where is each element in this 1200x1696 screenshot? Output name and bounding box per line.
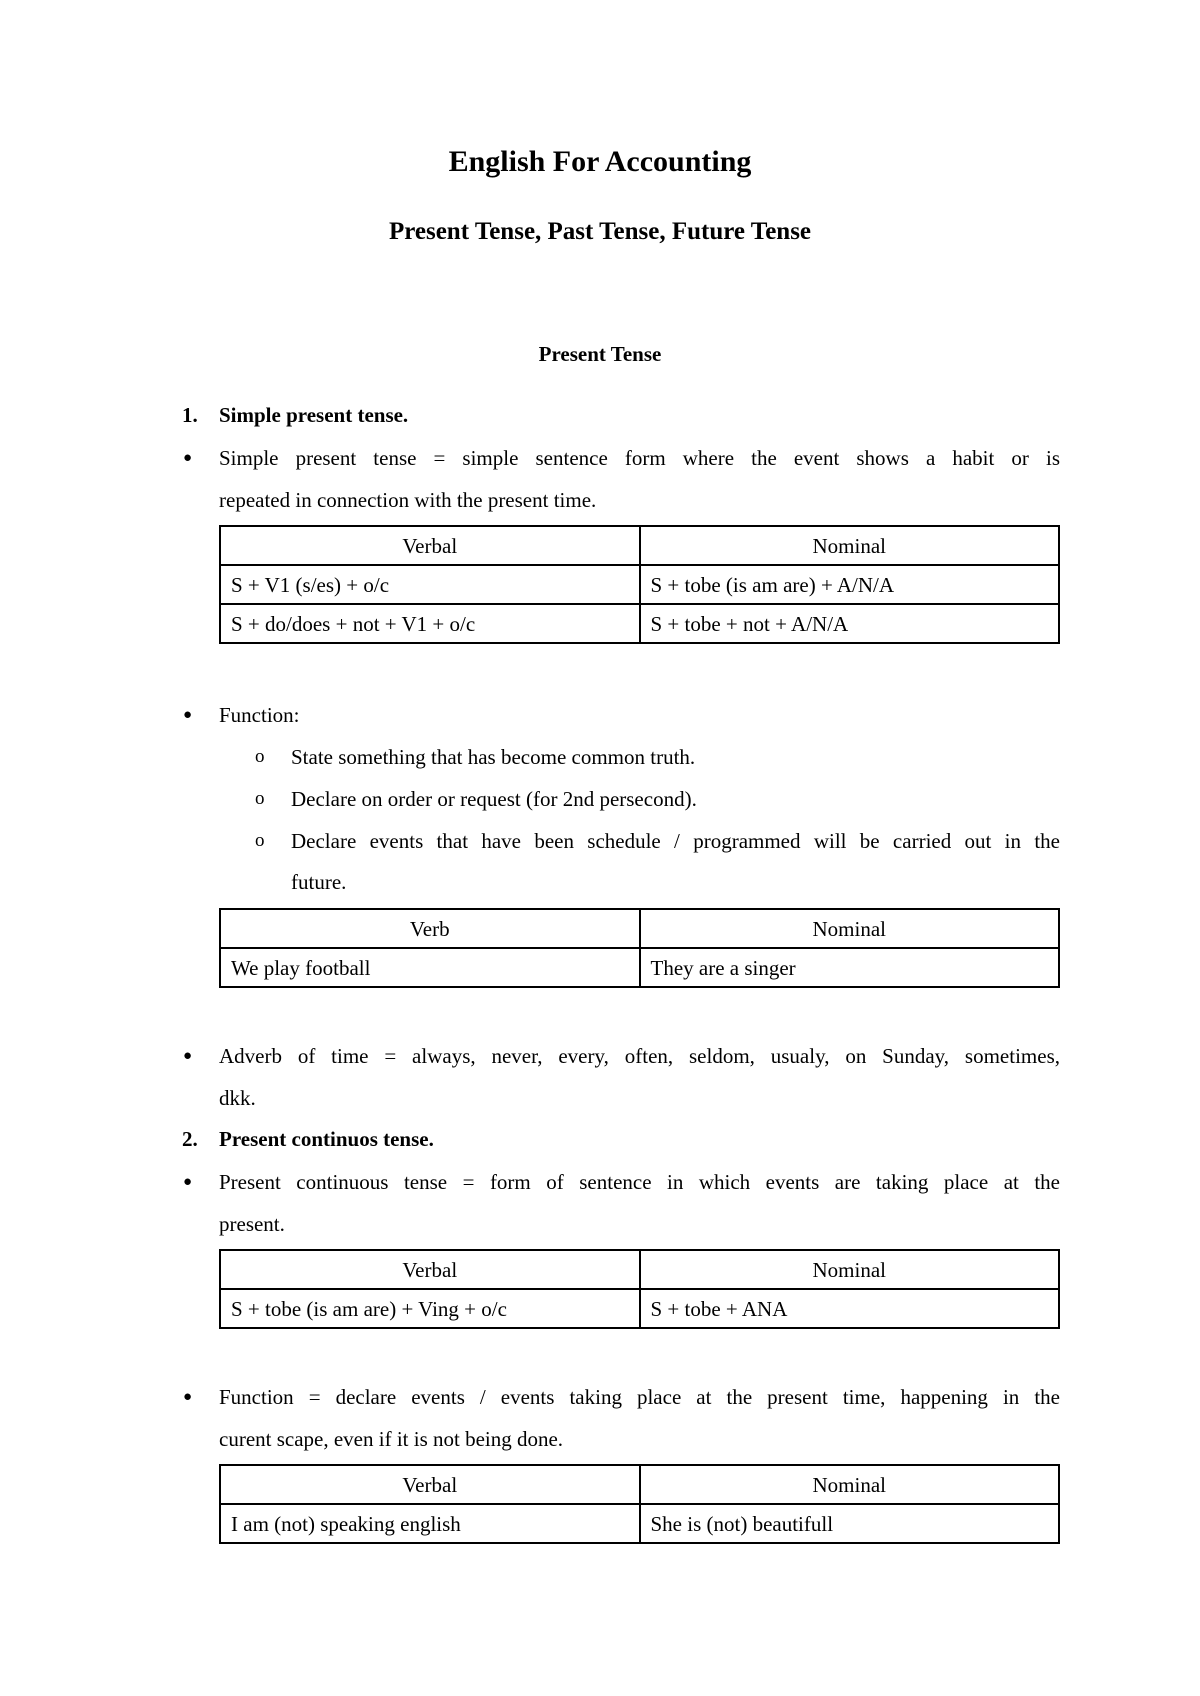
bullet-icon: ● <box>183 707 193 723</box>
table-row <box>220 565 1059 604</box>
table-row <box>220 1289 1059 1328</box>
table-cell: S + tobe (is am are) + A/N/A <box>640 565 1060 604</box>
table-header-cell: Nominal <box>640 909 1060 948</box>
table-cell: S + tobe (is am are) + Ving + o/c <box>220 1289 640 1328</box>
table-header-cell: Nominal <box>640 1250 1060 1289</box>
bullet-icon: ● <box>183 450 193 466</box>
function-item: State something that has become common truth. <box>291 745 696 769</box>
definition-line: Present continuous tense = form of sentence in which events are taking place at the <box>219 1170 1060 1194</box>
section-number: 2. <box>182 1127 198 1151</box>
table-header-cell: Nominal <box>640 526 1060 565</box>
formula-table <box>219 1249 1060 1329</box>
table-header-cell: Verb <box>220 909 640 948</box>
section-title: Present Tense <box>538 342 662 366</box>
document-subtitle: Present Tense, Past Tense, Future Tense <box>388 218 812 245</box>
adverb-line: dkk. <box>219 1086 256 1110</box>
table-cell: S + tobe + not + A/N/A <box>640 604 1060 643</box>
circle-bullet-icon: o <box>255 830 265 851</box>
section-heading: Simple present tense. <box>219 403 409 427</box>
document-title: English For Accounting <box>448 145 752 178</box>
table-cell: We play football <box>220 948 640 987</box>
definition-line: Simple present tense = simple sentence form where the event shows a habit or is <box>219 446 1060 470</box>
table-cell: I am (not) speaking english <box>220 1504 640 1543</box>
section-number: 1. <box>182 403 198 427</box>
function-line: Function = declare events / events taking place at the present time, happening in the <box>219 1385 1060 1409</box>
table-cell: She is (not) beautifull <box>640 1504 1060 1543</box>
function-item: Declare events that have been schedule / programmed will be carried out in the <box>291 829 1060 853</box>
circle-bullet-icon: o <box>255 746 265 767</box>
definition-line: repeated in connection with the present time. <box>219 488 597 512</box>
table-header-cell: Verbal <box>220 526 640 565</box>
bullet-icon: ● <box>183 1174 193 1190</box>
function-item: Declare on order or request (for 2nd persecond). <box>291 787 697 811</box>
example-table <box>219 1464 1060 1544</box>
table-cell: S + tobe + ANA <box>640 1289 1060 1328</box>
function-item-continuation: future. <box>291 870 347 894</box>
table-header-cell: Verbal <box>220 1250 640 1289</box>
table-header-row <box>220 1250 1059 1289</box>
table-row <box>220 604 1059 643</box>
adverb-line: Adverb of time = always, never, every, often, seldom, usualy, on Sunday, sometimes, <box>219 1044 1060 1068</box>
formula-table <box>219 525 1060 644</box>
definition-line: present. <box>219 1212 285 1236</box>
table-header-cell: Nominal <box>640 1465 1060 1504</box>
circle-bullet-icon: o <box>255 788 265 809</box>
bullet-icon: ● <box>183 1389 193 1405</box>
table-cell: S + V1 (s/es) + o/c <box>220 565 640 604</box>
table-header-row <box>220 909 1059 948</box>
table-header-row <box>220 526 1059 565</box>
table-header-cell: Verbal <box>220 1465 640 1504</box>
example-table <box>219 908 1060 988</box>
table-header-row <box>220 1465 1059 1504</box>
table-cell: They are a singer <box>640 948 1060 987</box>
table-row <box>220 1504 1059 1543</box>
section-heading: Present continuos tense. <box>219 1127 434 1151</box>
table-cell: S + do/does + not + V1 + o/c <box>220 604 640 643</box>
function-label: Function: <box>219 703 300 727</box>
bullet-icon: ● <box>183 1048 193 1064</box>
function-line: curent scape, even if it is not being done. <box>219 1427 564 1451</box>
table-row <box>220 948 1059 987</box>
